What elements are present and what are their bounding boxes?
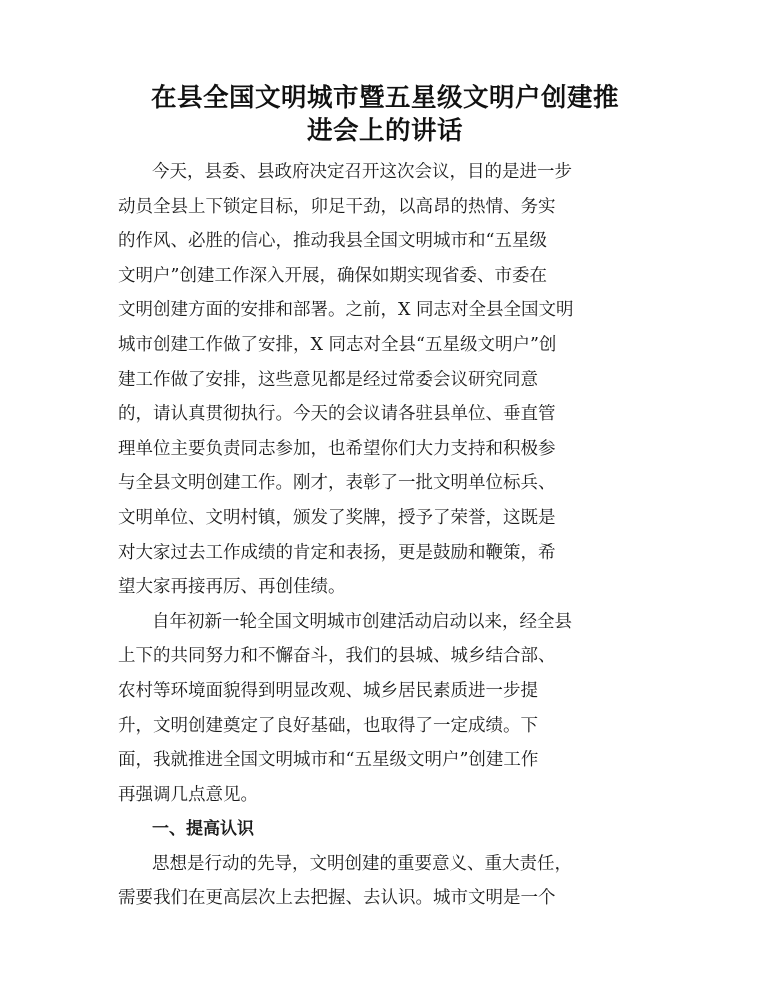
paragraph-1-line: 今天，县委、县政府决定召开这次会议，目的是进一步 [152,162,572,182]
paragraph-1-line: 与全县文明创建工作。刚才，表彰了一批文明单位标兵、 [118,473,556,494]
paragraph-3-line: 需要我们在更高层次上去把握、去认识。城市文明是一个 [118,888,556,909]
paragraph-1-line: 望大家再接再厉、再创佳绩。 [118,577,346,598]
paragraph-1-line: 理单位主要负责同志参加，也希望你们大力支持和积极参 [118,438,556,459]
paragraph-3-line: 思想是行动的先导，文明创建的重要意义、重大责任， [152,853,572,874]
paragraph-2-line: 农村等环境面貌得到明显改观、城乡居民素质进一步提 [118,680,538,701]
section-heading: 一、提高认识 [152,819,254,840]
paragraph-1-line: 的作风、必胜的信心，推动我县全国文明城市和“五星级 [118,231,547,252]
paragraph-1-line: 文明单位、文明村镇，颁发了奖牌，授予了荣誉，这既是 [118,507,556,528]
title-line-2: 进会上的讲话 [306,116,463,146]
paragraph-1-line: 的，请认真贯彻执行。今天的会议请各驻县单位、垂直管 [118,404,556,425]
document-body [118,155,658,916]
document-title [110,82,660,148]
paragraph-1-line: 城市创建工作做了安排，X 同志对全县“五星级文明户”创 [118,334,557,355]
paragraph-2-line: 升，文明创建奠定了良好基础，也取得了一定成绩。下 [118,715,538,736]
title-line-1: 在县全国文明城市暨五星级文明户创建推 [150,83,619,113]
paragraph-1-line: 文明户”创建工作深入开展，确保如期实现省委、市委在 [118,265,547,286]
paragraph-1-line: 动员全县上下锁定目标，卯足干劲，以高昂的热情、务实 [118,196,556,217]
paragraph-2-line: 自年初新一轮全国文明城市创建活动启动以来，经全县 [152,611,572,632]
paragraph-1-line: 对大家过去工作成绩的肯定和表扬，更是鼓励和鞭策，希 [118,542,556,563]
paragraph-1-line: 文明创建方面的安排和部署。之前，X 同志对全县全国文明 [118,300,574,321]
paragraph-2-line: 上下的共同努力和不懈奋斗，我们的县城、城乡结合部、 [118,646,556,667]
paragraph-2-line: 面，我就推进全国文明城市和“五星级文明户”创建工作 [118,750,539,771]
paragraph-1-line: 建工作做了安排，这些意见都是经过常委会议研究同意 [118,369,538,390]
paragraph-2-line: 再强调几点意见。 [118,784,258,805]
